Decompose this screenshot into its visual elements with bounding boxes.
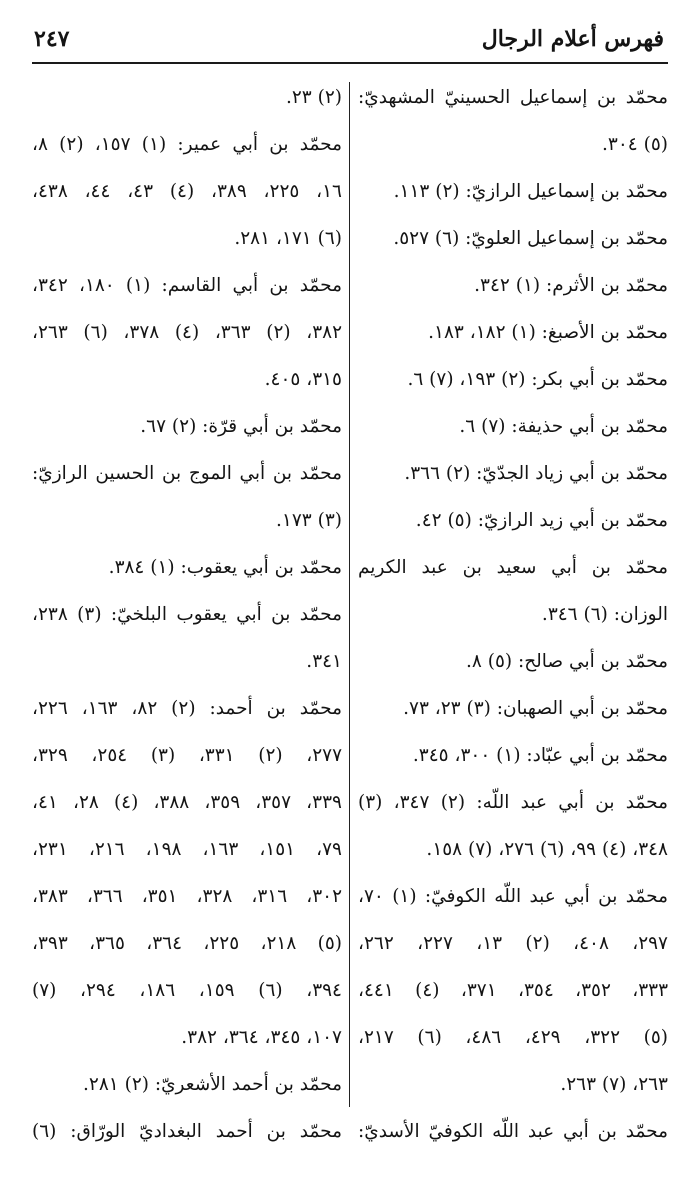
page-header [32, 18, 668, 64]
index-column-left [32, 74, 342, 1155]
index-line: محمّد بن أبي الصهبان: (٣) ٢٣، ٧٣. [403, 698, 668, 719]
index-line: محمّد بن أبي الموج بن الحسين الرازيّ: [32, 463, 342, 484]
index-line: محمّد بن أبي عبد اللّه الكوفيّ: (١) ٧٠، [358, 886, 668, 907]
column-divider [349, 82, 350, 1107]
index-line: ٢٩٧، ٤٠٨، (٢) ١٣، ٢٢٧، ٢٦٢، [358, 933, 668, 954]
index-line: محمّد بن أبي زيد الرازيّ: (٥) ٤٢. [415, 510, 668, 531]
index-line: ٣٠٢، ٣١٦، ٣٢٨، ٣٥١، ٣٦٦، ٣٨٣، [32, 886, 342, 907]
index-line: محمّد بن أحمد الأشعريّ: (٢) ٢٨١. [83, 1074, 342, 1095]
index-line: ٢٦٣، (٧) ٢٦٣. [560, 1074, 668, 1095]
index-line: ٣١٥، ٤٠٥. [264, 369, 342, 390]
index-line: (٥) ٣٢٢، ٤٢٩، ٤٨٦، (٦) ٢١٧، [358, 1027, 668, 1048]
index-line: محمّد بن أبي قرّة: (٢) ٦٧. [140, 416, 342, 437]
index-line: محمّد بن أحمد البغداديّ الورّاق: (٦) [32, 1121, 342, 1142]
index-line: محمّد بن إسماعيل العلويّ: (٦) ٥٢٧. [393, 228, 668, 249]
index-line: محمّد بن أبي عمير: (١) ١٥٧، (٢) ٨، [32, 134, 342, 155]
index-line: ٣٤٨، (٤) ٩٩، (٦) ٢٧٦، (٧) ١٥٨. [426, 839, 668, 860]
index-line: ٣٩٤، (٦) ١٥٩، ١٨٦، ٢٩٤، (٧) [32, 980, 342, 1001]
index-line: محمّد بن أبي عبد اللّه الكوفيّ الأسديّ: [358, 1121, 668, 1142]
index-line: (٥) ٢١٨، ٢٢٥، ٣٦٤، ٣٦٥، ٣٩٣، [32, 933, 342, 954]
index-line: ١٠٧، ٣٤٥، ٣٦٤، ٣٨٢. [181, 1027, 342, 1048]
index-line: (٦) ١٧١، ٢٨١. [234, 228, 342, 249]
index-line: ٣٨٢، (٢) ٣٦٣، (٤) ٣٧٨، (٦) ٢٦٣، [32, 322, 342, 343]
index-line: محمّد بن إسماعيل الرازيّ: (٢) ١١٣. [393, 181, 668, 202]
index-line: محمّد بن الأثرم: (١) ٣٤٢. [474, 275, 668, 296]
page-number: ٢٤٧ [34, 26, 70, 52]
index-line: ٧٩، ١٥١، ١٦٣، ١٩٨، ٢١٦، ٢٣١، [32, 839, 342, 860]
index-line: محمّد بن أبي يعقوب البلخيّ: (٣) ٢٣٨، [32, 604, 342, 625]
index-column-right [358, 74, 668, 1155]
index-line: محمّد بن أبي سعيد بن عبد الكريم [358, 557, 668, 578]
index-line: محمّد بن أبي صالح: (٥) ٨. [466, 651, 668, 672]
index-line: ٣٤١. [306, 651, 342, 672]
index-line: ٣٣٩، ٣٥٧، ٣٥٩، ٣٨٨، (٤) ٢٨، ٤١، [32, 792, 342, 813]
index-line: ٣٣٣، ٣٥٢، ٣٥٤، ٣٧١، (٤) ٤٤١، [358, 980, 668, 1001]
index-line: محمّد بن إسماعيل الحسينيّ المشهديّ: [358, 87, 668, 108]
index-line: ١٦، ٢٢٥، ٣٨٩، (٤) ٤٣، ٤٤، ٤٣٨، [32, 181, 342, 202]
index-line: محمّد بن أبي حذيفة: (٧) ٦. [459, 416, 668, 437]
index-line: الوزان: (٦) ٣٤٦. [541, 604, 668, 625]
index-line: محمّد بن أحمد: (٢) ٨٢، ١٦٣، ٢٢٦، [32, 698, 342, 719]
index-line: ٢٧٧، (٢) ٣٣١، (٣) ٢٥٤، ٣٢٩، [32, 745, 342, 766]
index-line: محمّد بن أبي زياد الجدّيّ: (٢) ٣٦٦. [404, 463, 668, 484]
index-line: محمّد بن الأصبغ: (١) ١٨٢، ١٨٣. [428, 322, 668, 343]
index-line: محمّد بن أبي عبد اللّه: (٢) ٣٤٧، (٣) [358, 792, 668, 813]
index-line: محمّد بن أبي عبّاد: (١) ٣٠٠، ٣٤٥. [412, 745, 668, 766]
running-title: فهرس أعلام الرجال [481, 26, 664, 52]
index-line: محمّد بن أبي القاسم: (١) ١٨٠، ٣٤٢، [32, 275, 342, 296]
index-line: (٥) ٣٠٤. [602, 134, 668, 155]
index-line: محمّد بن أبي بكر: (٢) ١٩٣، (٧) ٦. [407, 369, 668, 390]
index-line: محمّد بن أبي يعقوب: (١) ٣٨٤. [108, 557, 342, 578]
index-line: (٣) ١٧٣. [276, 510, 342, 531]
index-line: (٢) ٢٣. [285, 87, 342, 108]
